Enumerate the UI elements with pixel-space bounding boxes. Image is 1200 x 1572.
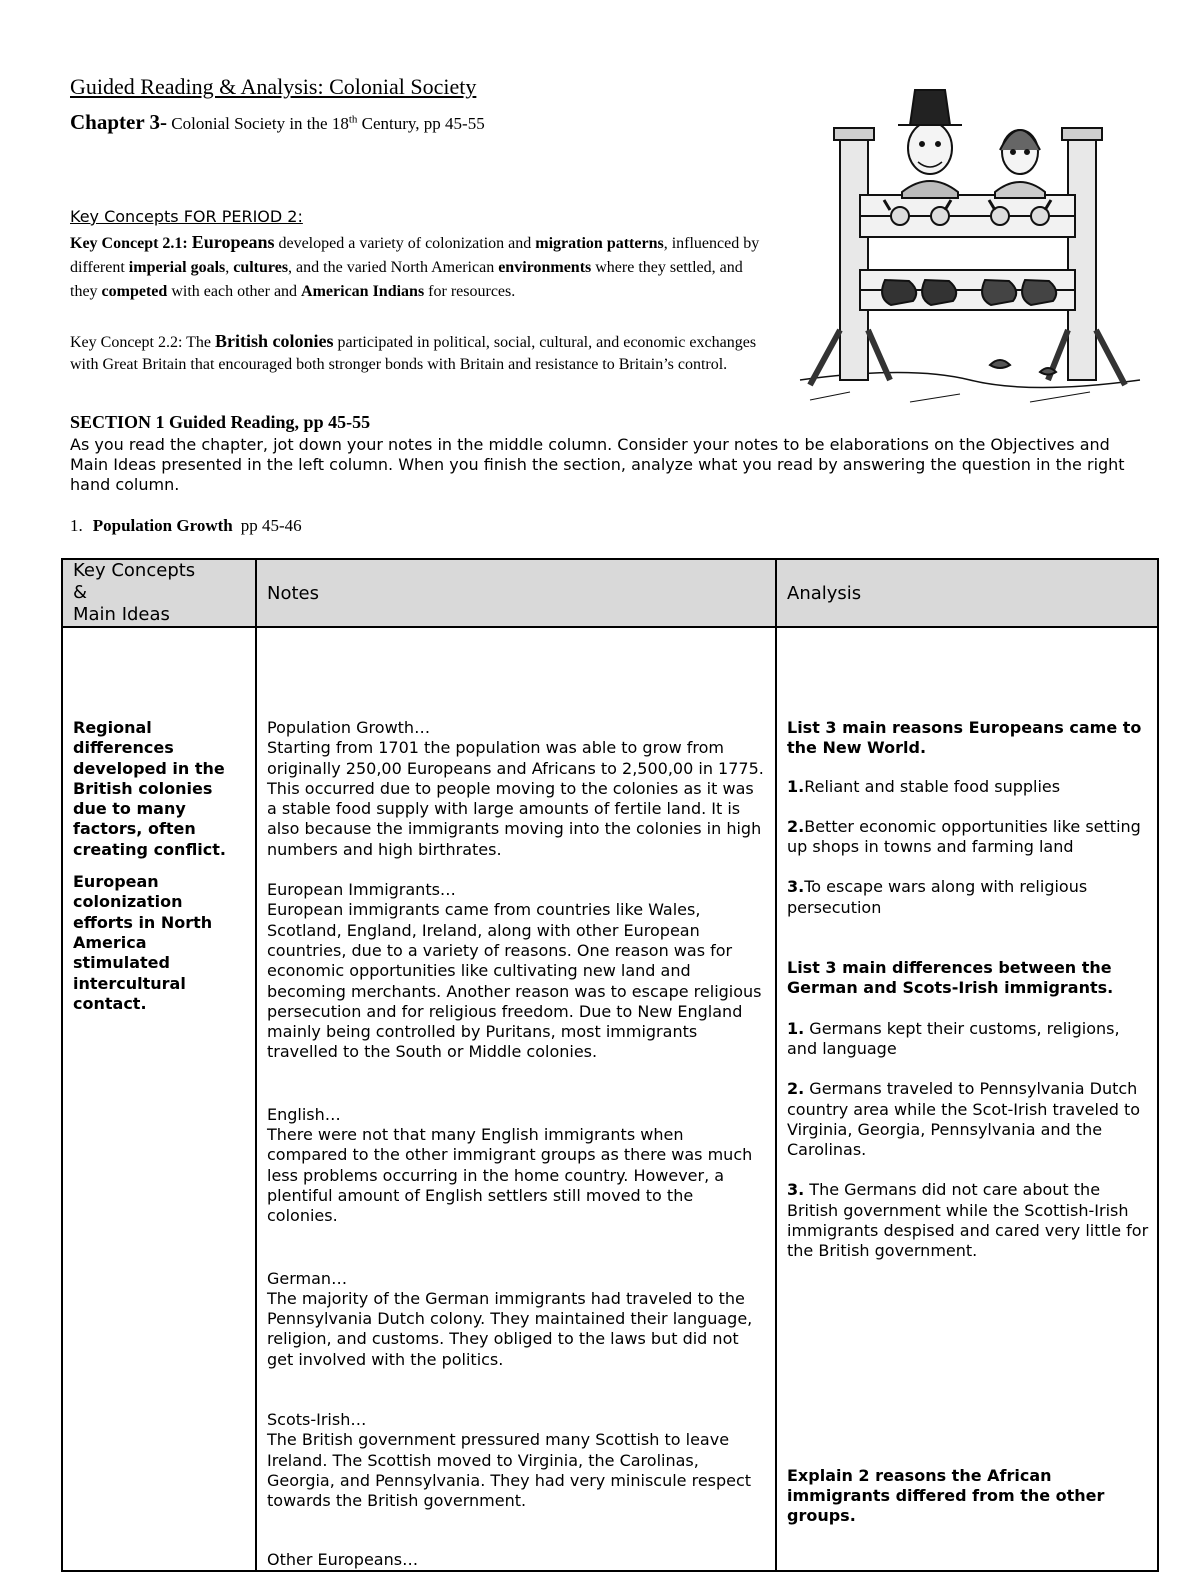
kc21-text: for resources. (428, 283, 516, 300)
kc21-label: Key Concept 2.1: (70, 235, 188, 252)
chapter-pages: Century, pp 45-55 (361, 114, 485, 133)
notes-population-heading: Population Growth… (267, 718, 431, 737)
answer-number: 2. (787, 1079, 805, 1099)
notes-cell[interactable] (256, 627, 776, 1571)
key-concept-2-2 (70, 330, 780, 376)
table-header-row (62, 559, 1158, 627)
chapter-text: Colonial Society in the 18 (171, 114, 349, 133)
kc21-term: imperial goals (128, 259, 226, 276)
kc21-term: Europeans (191, 232, 275, 252)
main-idea: European colonization efforts in North America stimulated intercultural contact. (73, 872, 213, 1013)
answer-text: To escape wars along with religious persecution (787, 877, 1088, 917)
notes-scots-heading: Scots-Irish… (267, 1410, 367, 1430)
kc21-text: , and the varied North American (288, 259, 495, 276)
pillory-illustration (790, 80, 1150, 425)
analysis-question-2: List 3 main differences between the German and Scots-Irish immigrants. (787, 958, 1114, 998)
key-concepts-heading: Key Concepts FOR PERIOD 2: (70, 207, 303, 226)
answer-text: The Germans did not care about the British government while the Scottish-Irish immigrants despised and cared very little for the British government. (787, 1180, 1149, 1261)
answer-number: 1. (787, 1018, 805, 1038)
notes-population-text: Starting from 1701 the population was able to grow from originally 250,00 Europeans and Africans to 2,500,00 in 1775. This occurred due to people moving to the colonies as it was a stable food supply with large amounts of fertile land. It is also because the immigrants moving into the colonies in high numbers and high birthrates. (267, 738, 764, 859)
header-notes: Notes (256, 559, 776, 627)
analysis-question-1: List 3 main reasons Europeans came to the New World. (787, 718, 1142, 758)
notes-european-heading: European Immigrants… (267, 880, 456, 900)
kc21-term: cultures (233, 259, 289, 276)
answer-text: Germans traveled to Pennsylvania Dutch country area while the Scot-Irish traveled to Virginia, Georgia, Pennsylvania and the Carolinas. (787, 1079, 1141, 1160)
notes-other-heading: Other Europeans… (267, 1549, 419, 1569)
header-key-concepts-line1: Key Concepts (73, 560, 196, 581)
analysis-answer (787, 777, 1149, 797)
analysis-answer (787, 1180, 1149, 1261)
notes-table (61, 558, 1159, 1572)
header-key-concepts-line2: & (73, 582, 88, 603)
key-concept-2-1 (70, 230, 770, 304)
analysis-answer (787, 1079, 1149, 1160)
header-key-concepts-line3: Main Ideas (73, 604, 170, 625)
question-number: 1. (70, 516, 83, 535)
header-key-concepts (62, 559, 256, 627)
main-ideas-cell (62, 627, 256, 1571)
notes-scots-text: The British government pressured many Scottish to leave Ireland. The Scottish moved to Virginia, the Carolinas, Georgia, and Pennsylvania. They had very miniscule respect towards the British government. (267, 1430, 752, 1511)
answer-number: 2. (787, 816, 805, 836)
analysis-cell[interactable] (776, 627, 1158, 1571)
notes-english-heading: English… (267, 1104, 341, 1124)
main-idea: Regional differences developed in the British colonies due to many factors, often creating conflict. (73, 718, 226, 859)
kc21-text: with each other and (171, 283, 298, 300)
question-pages: pp 45-46 (240, 516, 302, 535)
chapter-superscript: th (348, 113, 358, 126)
notes-german-text: The majority of the German immigrants had traveled to the Pennsylvania Dutch colony. They maintained their language, religion, and customs. They obliged to the laws but did not get involved with the politics. (267, 1288, 753, 1369)
kc22-text: participated in political, social, cultural, and economic exchanges with Great Britain that encouraged both stronger bonds with Britain and resistance to Britain’s control. (70, 334, 757, 373)
question-title: Population Growth (92, 516, 233, 535)
answer-text: Reliant and stable food supplies (804, 776, 1061, 796)
answer-number: 3. (787, 1180, 805, 1200)
analysis-question-3: Explain 2 reasons the African immigrants differed from the other groups. (787, 1465, 1105, 1526)
notes-german-heading: German… (267, 1268, 348, 1288)
notes-english-text: There were not that many English immigrants when compared to the other immigrant groups as there was much less problems occurring in the home country. However, a plentiful amount of English settlers still moved to the colonies. (267, 1125, 753, 1226)
question-1-heading (70, 516, 302, 536)
kc22-label: Key Concept 2.2: The (70, 334, 212, 351)
kc21-text: developed a variety of colonization and (278, 235, 532, 252)
answer-text: Germans kept their customs, religions, and language (787, 1018, 1120, 1058)
kc22-term: British colonies (215, 331, 334, 351)
kc21-term: migration patterns (535, 235, 664, 252)
kc21-text: where they settled, and they (70, 259, 743, 300)
analysis-answer (787, 877, 1149, 918)
answer-text: Better economic opportunities like setting up shops in towns and farming land (787, 816, 1141, 857)
section-heading: SECTION 1 Guided Reading, pp 45-55 (70, 412, 371, 432)
kc21-text: , (225, 259, 230, 276)
analysis-answer (787, 817, 1149, 858)
notes-european-text: European immigrants came from countries like Wales, Scotland, England, Ireland, along with other European countries, due to a variety of reasons. One reason was for economic opportunities like cultivating new land and becoming merchants. Another reason was to escape religious persecution and for religious freedom. Due to New England mainly being controlled by Puritans, most immigrants travelled to the South or Middle colonies. (267, 900, 762, 1062)
chapter-label: Chapter 3- (70, 110, 168, 134)
analysis-answer (787, 1019, 1149, 1060)
kc21-text: , influenced by different (70, 235, 760, 276)
kc21-term: competed (101, 283, 168, 300)
table-row (62, 627, 1158, 1571)
kc21-term: environments (498, 259, 592, 276)
answer-number: 1. (787, 776, 805, 796)
kc21-term: American Indians (301, 283, 425, 300)
header-analysis: Analysis (776, 559, 1158, 627)
chapter-line (70, 110, 485, 135)
section-intro: As you read the chapter, jot down your notes in the middle column. Consider your notes to be elaborations on the Objectives and Main Ideas presented in the left column. When you finish the section, analyze what you read by answering the question in the right hand column. (70, 435, 1125, 494)
document-title: Guided Reading & Analysis: Colonial Society (70, 74, 477, 99)
answer-number: 3. (787, 877, 805, 897)
